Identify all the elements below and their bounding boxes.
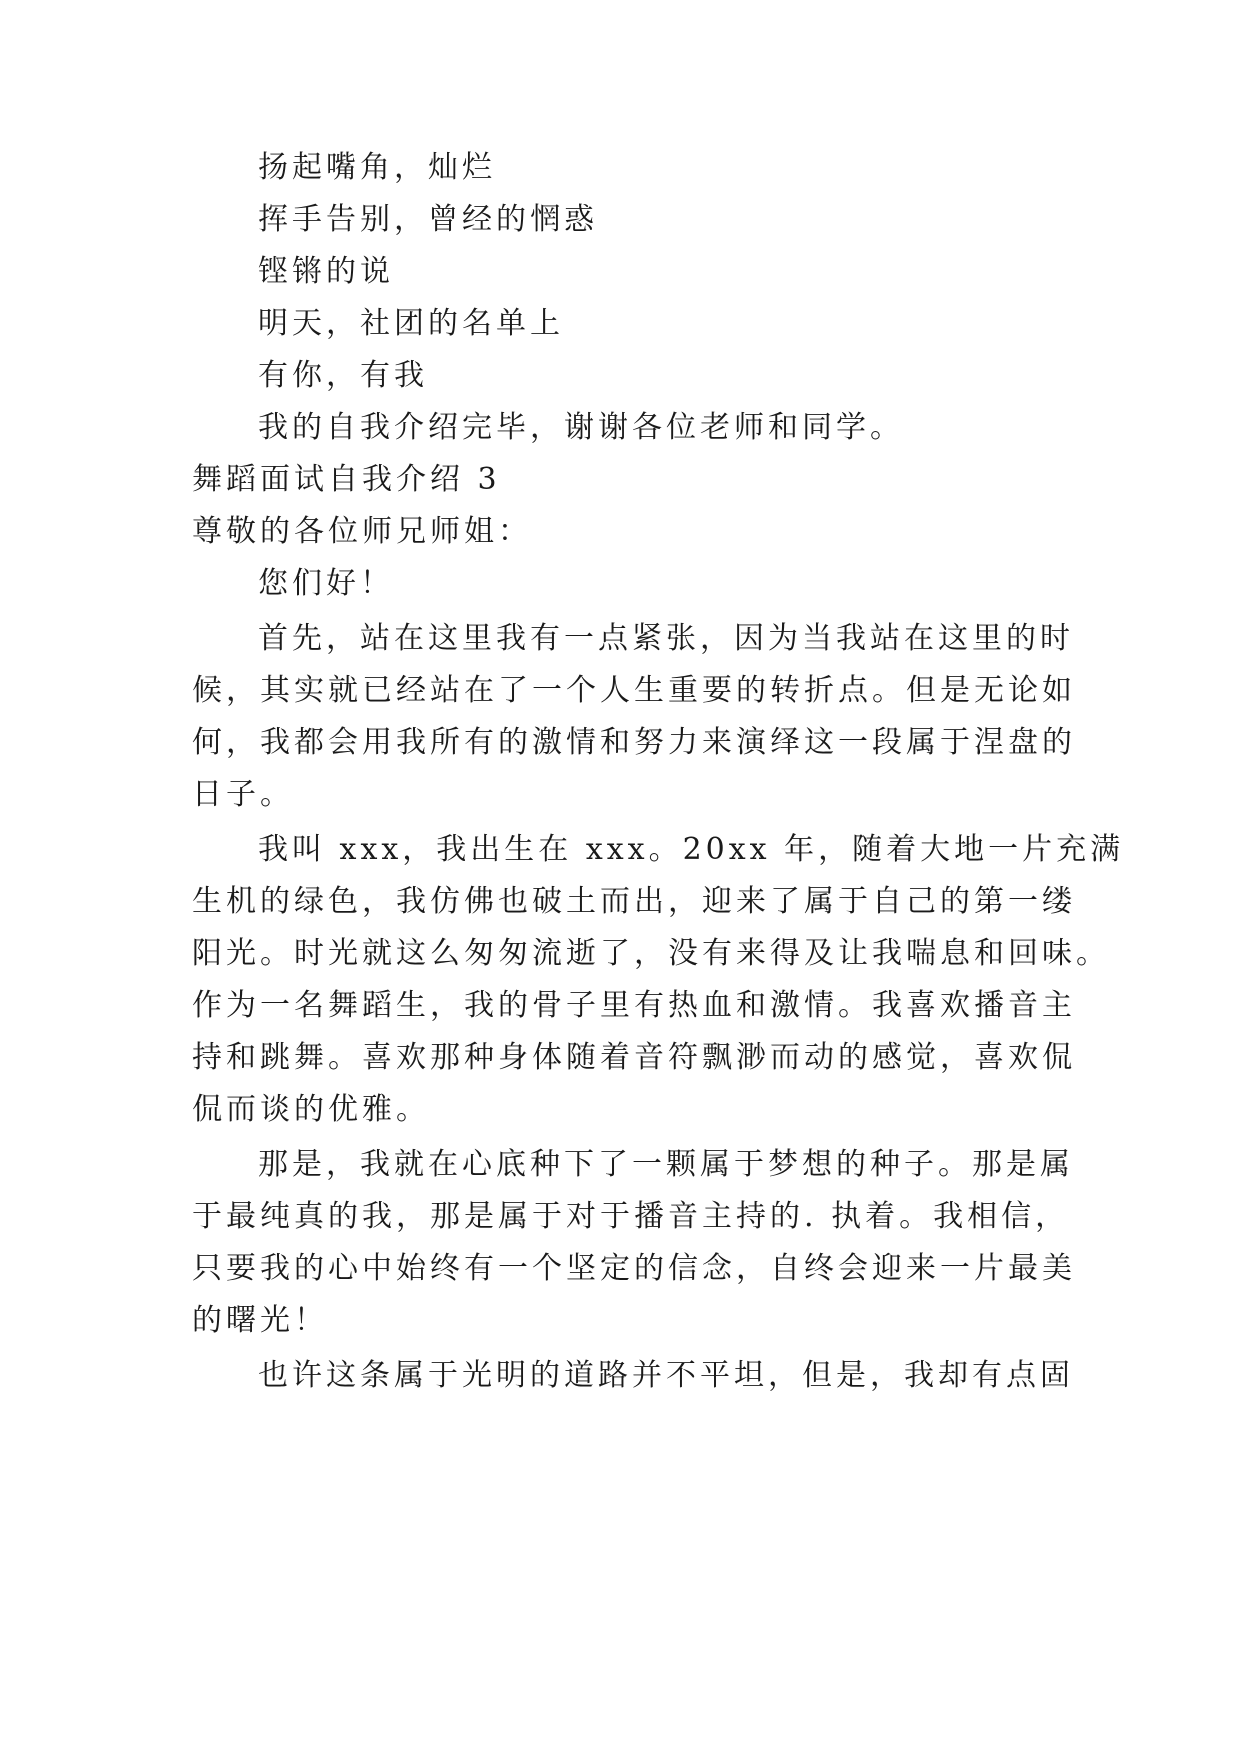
poem-line: 挥手告别，曾经的惘惑: [258, 202, 598, 237]
poem-line: 有你，有我: [258, 358, 428, 393]
paragraph-line: 侃而谈的优雅。: [192, 1092, 430, 1127]
paragraph-line: 首先，站在这里我有一点紧张，因为当我站在这里的时: [258, 621, 1074, 656]
salutation: 尊敬的各位师兄师姐：: [192, 514, 532, 549]
paragraph-line: 也许这条属于光明的道路并不平坦，但是，我却有点固: [258, 1358, 1074, 1393]
poem-line: 扬起嘴角，灿烂: [258, 150, 496, 185]
paragraph-line: 候，其实就已经站在了一个人生重要的转折点。但是无论如: [192, 673, 1076, 708]
paragraph-line: 的曙光！: [192, 1303, 328, 1338]
poem-line: 明天，社团的名单上: [258, 306, 564, 341]
paragraph-line: 只要我的心中始终有一个坚定的信念，自终会迎来一片最美: [192, 1251, 1076, 1286]
greeting: 您们好！: [258, 566, 394, 601]
poem-line: 铿锵的说: [258, 254, 394, 289]
paragraph-line: 日子。: [192, 777, 294, 812]
paragraph-line: 何，我都会用我所有的激情和努力来演绎这一段属于涅盘的: [192, 725, 1076, 760]
section-heading: 舞蹈面试自我介绍 3: [192, 462, 501, 497]
paragraph-line: 作为一名舞蹈生，我的骨子里有热血和激情。我喜欢播音主: [192, 988, 1076, 1023]
paragraph-line: 那是，我就在心底种下了一颗属于梦想的种子。那是属: [258, 1147, 1074, 1182]
paragraph-line: 阳光。时光就这么匆匆流逝了，没有来得及让我喘息和回味。: [192, 936, 1110, 971]
paragraph-line: 于最纯真的我，那是属于对于播音主持的. 执着。我相信，: [192, 1199, 1070, 1234]
paragraph-line: 生机的绿色，我仿佛也破土而出，迎来了属于自己的第一缕: [192, 884, 1076, 919]
paragraph-line: 我叫 xxx，我出生在 xxx。20xx 年，随着大地一片充满: [258, 832, 1125, 867]
closing-line: 我的自我介绍完毕，谢谢各位老师和同学。: [258, 410, 904, 445]
paragraph-line: 持和跳舞。喜欢那种身体随着音符飘渺而动的感觉，喜欢侃: [192, 1040, 1076, 1075]
